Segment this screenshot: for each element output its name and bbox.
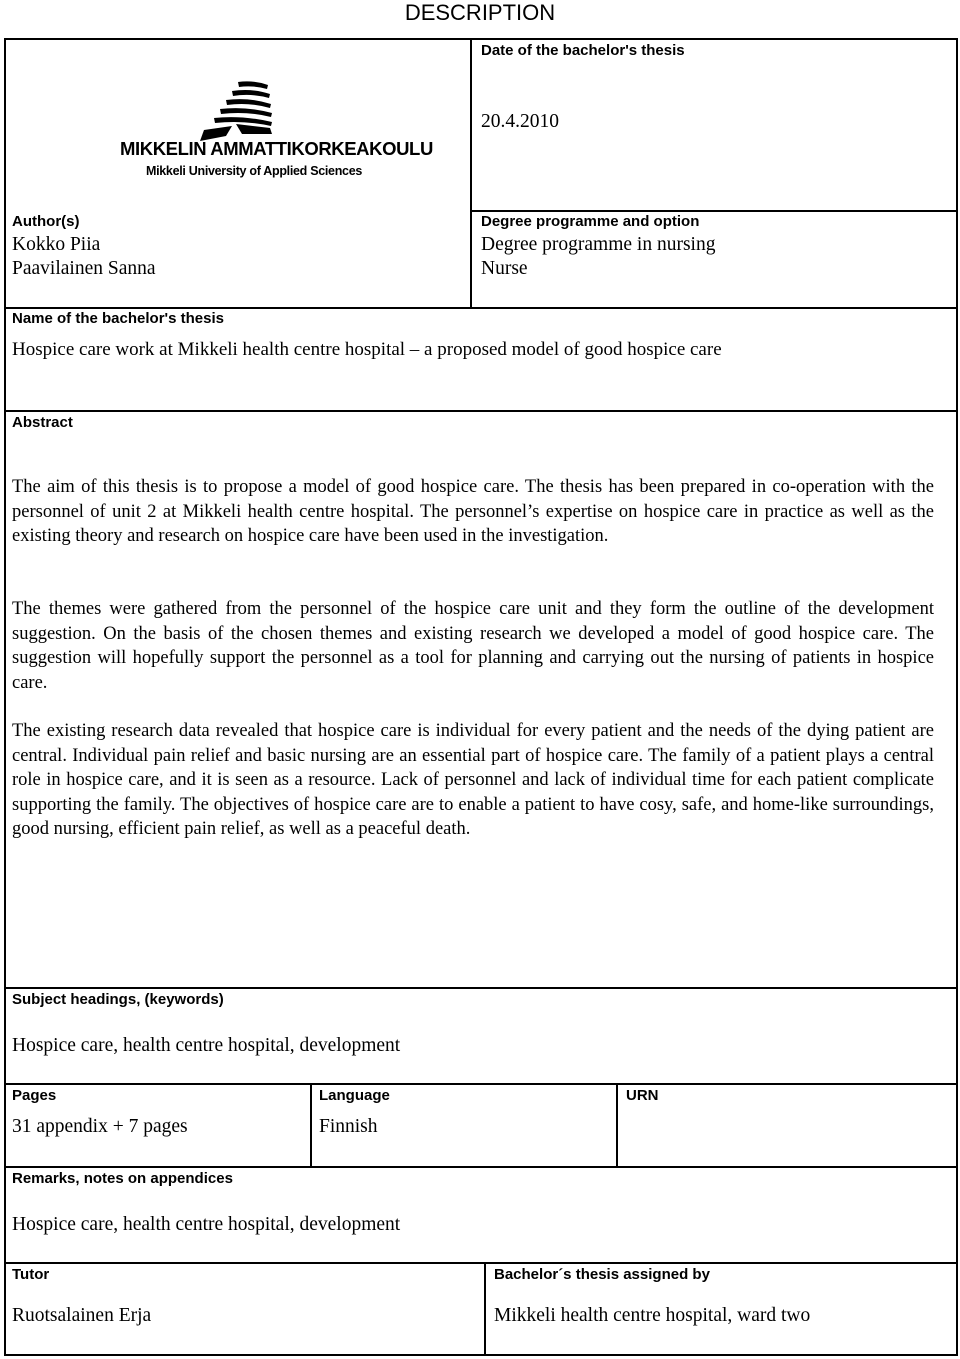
divider-after-date [470, 210, 958, 212]
divider-after-keywords [4, 1083, 958, 1085]
author-name: Kokko Piia [12, 234, 101, 255]
thesis-date-value: 20.4.2010 [481, 111, 559, 132]
degree-label: Degree programme and option [481, 213, 700, 230]
abstract-label: Abstract [12, 414, 73, 431]
urn-label: URN [626, 1087, 659, 1104]
pages-label: Pages [12, 1087, 57, 1104]
divider-after-authors [4, 307, 958, 309]
university-logo [118, 78, 433, 184]
degree-option: Nurse [481, 258, 528, 279]
author-name: Paavilainen Sanna [12, 258, 156, 279]
logo-subline: Mikkeli University of Applied Sciences [146, 164, 362, 178]
divider-after-title [4, 410, 958, 412]
tutor-label: Tutor [12, 1266, 50, 1283]
pages-value: 31 appendix + 7 pages [12, 1116, 188, 1137]
page-title: DESCRIPTION [404, 0, 556, 25]
divider-after-abstract [4, 987, 958, 989]
assigned-by-label: Bachelor´s thesis assigned by [494, 1266, 710, 1283]
abstract-paragraph: The existing research data revealed that hospice care is individual for every patient and the needs of the dying patient are central. Individual pain relief and basic nursing are an essential part of hospice care. The family of a patient plays a central role in hospice care, and it is seen as a resource. Lack of personnel and lack of individual time for each patient complicate supporting the family. The objectives of hospice care are to enable a patient to have cosy, safe, and home-like surroundings, good nursing, efficient pain relief, as well as a peaceful death. [12, 721, 934, 840]
language-value: Finnish [319, 1116, 378, 1137]
authors-label: Author(s) [12, 213, 80, 230]
tutor-value: Ruotsalainen Erja [12, 1305, 152, 1326]
keywords-value: Hospice care, health centre hospital, development [12, 1035, 401, 1056]
assigned-by-value: Mikkeli health centre hospital, ward two [494, 1305, 811, 1326]
divider-tutor-assigned [484, 1262, 486, 1356]
thesis-date-label: Date of the bachelor's thesis [481, 42, 685, 59]
remarks-value: Hospice care, health centre hospital, development [12, 1214, 401, 1235]
thesis-name-label: Name of the bachelor's thesis [12, 310, 224, 327]
language-label: Language [319, 1087, 390, 1104]
divider-top-vertical [470, 38, 472, 308]
divider-language-urn [616, 1083, 618, 1167]
remarks-label: Remarks, notes on appendices [12, 1170, 233, 1187]
degree-programme: Degree programme in nursing [481, 234, 716, 255]
abstract-paragraph: The themes were gathered from the personnel of the hospice care unit and they form the outline of the development suggestion. On the basis of the chosen themes and existing research we developed a model of good hospice care. The suggestion will hopefully support the personnel as a tool for planning and carrying out the nursing of patients in hospice care. [12, 599, 934, 693]
abstract-paragraph: The aim of this thesis is to propose a model of good hospice care. The thesis has been prepared in co-operation with the personnel of unit 2 at Mikkeli health centre hospital. The personnel’s expertise on hospice care in practice as well as the existing theory and research on hospice care have been used in the investigation. [12, 477, 934, 547]
divider-after-remarks [4, 1262, 958, 1264]
thesis-name-value: Hospice care work at Mikkeli health centre hospital – a proposed model of good hospice care [12, 339, 722, 360]
keywords-label: Subject headings, (keywords) [12, 991, 224, 1008]
divider-pages-language [310, 1083, 312, 1167]
divider-after-pages [4, 1166, 958, 1168]
logo-name: MIKKELIN AMMATTIKORKEAKOULU [120, 138, 433, 159]
